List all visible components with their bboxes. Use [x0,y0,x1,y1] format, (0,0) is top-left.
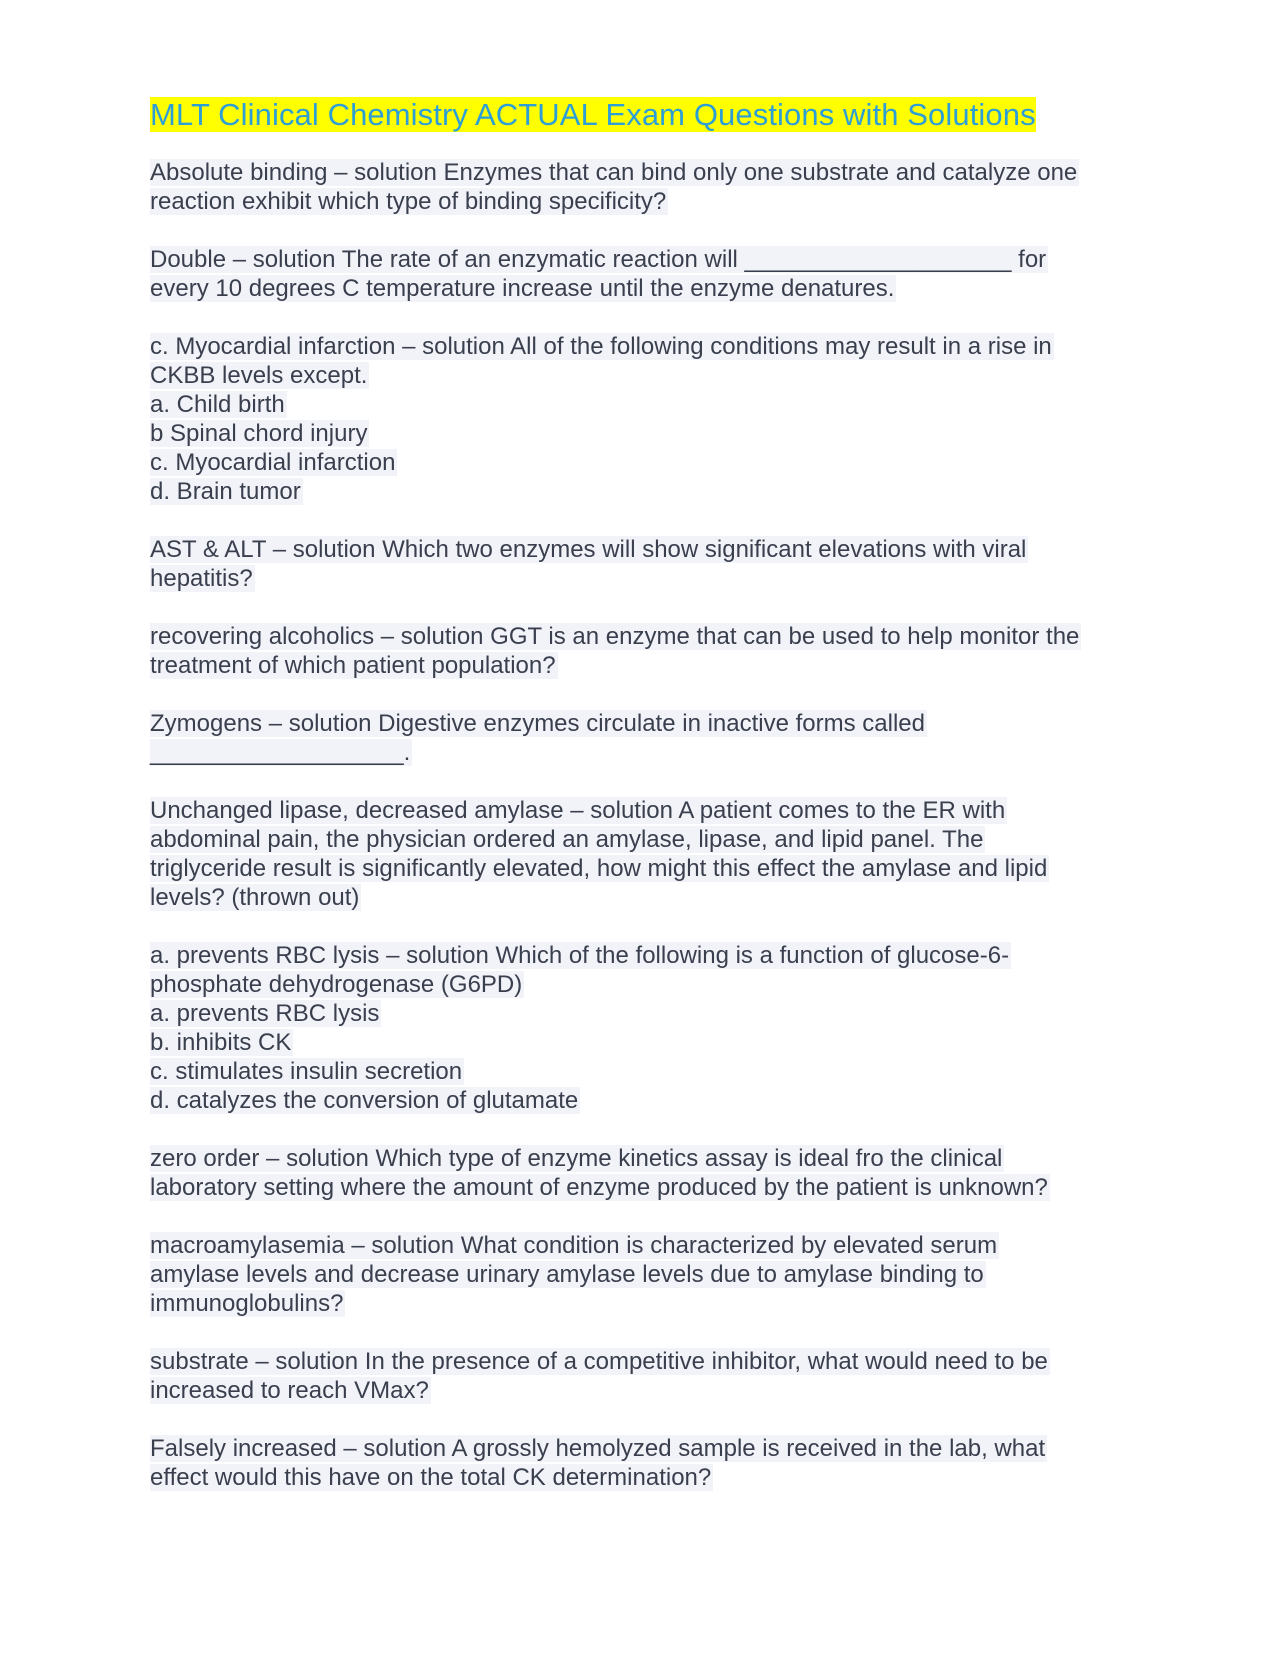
entry-line: macroamylasemia – solution What condition is characterized by elevated serum [150,1232,998,1259]
entry-line: levels? (thrown out) [150,884,360,911]
qa-list [150,158,1150,1492]
entry-line: recovering alcoholics – solution GGT is an enzyme that can be used to help monitor the [150,623,1080,650]
entry-line: amylase levels and decrease urinary amylase levels due to amylase binding to [150,1261,984,1288]
qa-entry-4 [150,535,1150,593]
entry-line: laboratory setting where the amount of enzyme produced by the patient is unknown? [150,1174,1048,1201]
document-page [150,96,1150,1521]
option-line: d. catalyzes the conversion of glutamate [150,1087,579,1114]
qa-entry-12 [150,1434,1150,1492]
entry-line: triglyceride result is significantly elevated, how might this effect the amylase and lipid [150,855,1048,882]
entry-line: treatment of which patient population? [150,652,556,679]
entry-line: Double – solution The rate of an enzymatic reaction will ____________________ for [150,246,1047,273]
entry-line: a. prevents RBC lysis – solution Which of the following is a function of glucose-6- [150,942,1010,969]
qa-entry-7 [150,796,1150,912]
entry-line: effect would this have on the total CK determination? [150,1464,712,1491]
entry-line: substrate – solution In the presence of a competitive inhibitor, what would need to be [150,1348,1048,1375]
option-line: b. inhibits CK [150,1029,292,1056]
entry-line: AST & ALT – solution Which two enzymes will show significant elevations with viral [150,536,1027,563]
entry-line: CKBB levels except. [150,362,368,389]
option-line: c. stimulates insulin secretion [150,1058,463,1085]
option-line: a. prevents RBC lysis [150,1000,380,1027]
entry-line: Absolute binding – solution Enzymes that can bind only one substrate and catalyze one [150,159,1078,186]
option-line: c. Myocardial infarction [150,449,396,476]
entry-line: hepatitis? [150,565,253,592]
qa-entry-1 [150,158,1150,216]
entry-line: immunoglobulins? [150,1290,344,1317]
qa-entry-2 [150,245,1150,303]
entry-line: every 10 degrees C temperature increase until the enzyme denatures. [150,275,895,302]
entry-line: increased to reach VMax? [150,1377,429,1404]
qa-entry-10 [150,1231,1150,1318]
title-row [150,96,1150,136]
qa-entry-3 [150,332,1150,506]
entry-line: abdominal pain, the physician ordered an amylase, lipase, and lipid panel. The [150,826,984,853]
option-line: a. Child birth [150,391,285,418]
entry-line: zero order – solution Which type of enzyme kinetics assay is ideal fro the clinical [150,1145,1003,1172]
entry-line: Zymogens – solution Digestive enzymes circulate in inactive forms called [150,710,925,737]
entry-line: ___________________. [150,739,411,766]
entry-line: c. Myocardial infarction – solution All of the following conditions may result in a rise in [150,333,1052,360]
qa-entry-8 [150,941,1150,1115]
option-line: d. Brain tumor [150,478,301,505]
document-title: MLT Clinical Chemistry ACTUAL Exam Questions with Solutions [150,97,1036,132]
qa-entry-6 [150,709,1150,767]
entry-line: Unchanged lipase, decreased amylase – solution A patient comes to the ER with [150,797,1006,824]
option-line: b Spinal chord injury [150,420,368,447]
qa-entry-11 [150,1347,1150,1405]
qa-entry-9 [150,1144,1150,1202]
entry-line: reaction exhibit which type of binding specificity? [150,188,667,215]
entry-line: Falsely increased – solution A grossly hemolyzed sample is received in the lab, what [150,1435,1046,1462]
entry-line: phosphate dehydrogenase (G6PD) [150,971,523,998]
qa-entry-5 [150,622,1150,680]
